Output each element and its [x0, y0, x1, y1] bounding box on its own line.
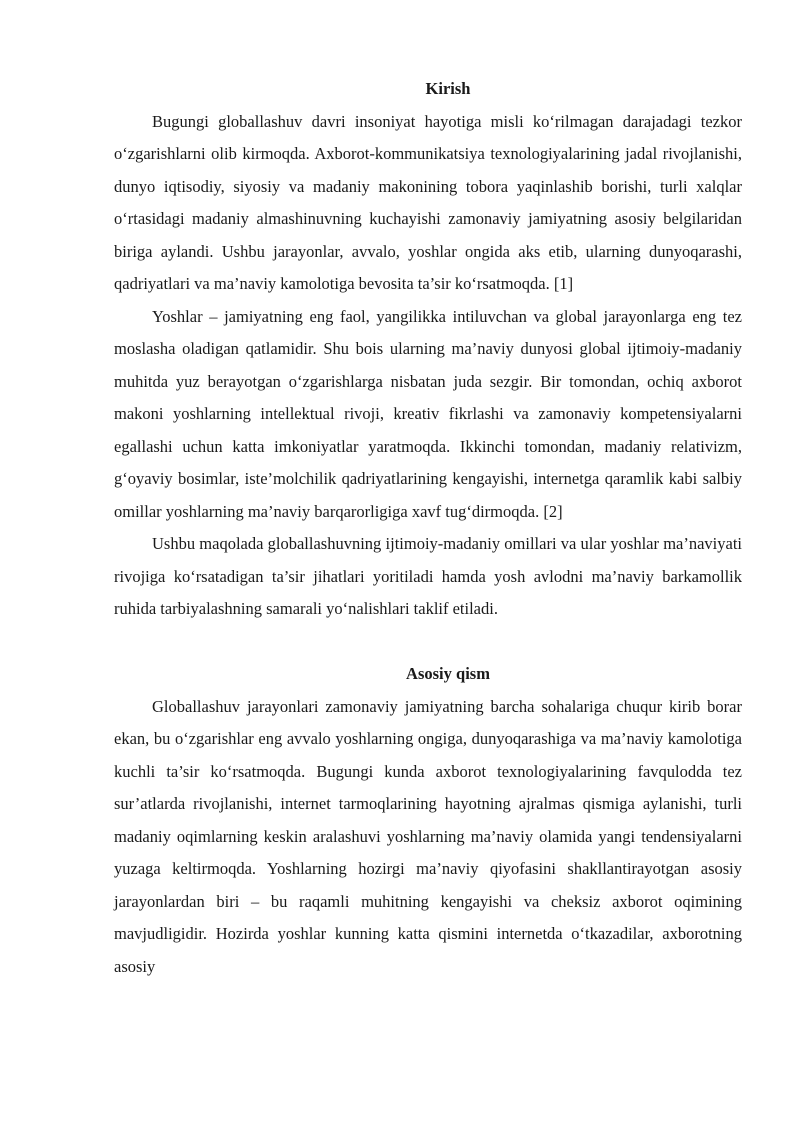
document-page — [114, 73, 742, 983]
paragraph: Bugungi globallashuv davri insoniyat hayotiga misli ko‘rilmagan darajadagi tezkor o‘zgarishlarni olib kirmoqda. Axborot-kommunikatsiya texnologiyalarining jadal rivojlanishi, dunyo iqtisodiy, siyosiy va madaniy makonining tobora yaqinlashib borishi, turli xalqlar o‘rtasidagi madaniy almashinuvning kuchayishi zamonaviy jamiyatning asosiy belgilaridan biriga aylandi. Ushbu jarayonlar, avvalo, yoshlar ongida aks etib, ularning dunyoqarashi, qadriyatlari va ma’naviy kamolotiga bevosita ta’sir ko‘rsatmoqda. [1] — [114, 111, 742, 293]
section-heading-asosiy-qism: Asosiy qism — [406, 664, 490, 683]
paragraph: Globallashuv jarayonlari zamonaviy jamiyatning barcha sohalariga chuqur kirib borar ekan, bu o‘zgarishlar eng avvalo yoshlarning ongiga, dunyoqarashiga va ma’naviy kamolotiga kuchli ta’sir ko‘rsatmoqda. Bugungi kunda axborot texnologiyalarining favqulodda tez sur’atlarda rivojlanishi, internet tarmoqlarining hayotning ajralmas qismiga aylanishi, turli madaniy oqimlarning keskin aralashuvi yoshlarning ma’naviy olamida yangi tendensiyalarni yuzaga keltirmoqda. Yoshlarning hozirgi ma’naviy qiyofasini shakllantirayotgan asosiy jarayonlardan biri – bu raqamli muhitning kengayishi va cheksiz axborot oqimining mavjudligidir. Hozirda yoshlar kunning katta qismini internetda o‘tkazadilar, axborotning asosiy — [114, 696, 742, 976]
section-spacer — [114, 626, 742, 659]
section-heading-kirish: Kirish — [425, 79, 471, 98]
paragraph: Yoshlar – jamiyatning eng faol, yangilikka intiluvchan va global jarayonlarga eng tez moslasha oladigan qatlamidir. Shu bois ularning ma’naviy dunyosi global ijtimoiy-madaniy muhitda yuz berayotgan o‘zgarishlarga nisbatan juda sezgir. Bir tomondan, ochiq axborot makoni yoshlarning intellektual rivoji, kreativ fikrlashi va zamonaviy kompetensiyalarni egallashi uchun katta imkoniyatlar yaratmoqda. Ikkinchi tomondan, madaniy relativizm, g‘oyaviy bosimlar, iste’molchilik qadriyatlarining kengayishi, internetga qaramlik kabi salbiy omillar yoshlarning ma’naviy barqarorligiga xavf tug‘dirmoqda. [2] — [114, 306, 742, 521]
paragraph: Ushbu maqolada globallashuvning ijtimoiy-madaniy omillari va ular yoshlar ma’naviyati rivojiga ko‘rsatadigan ta’sir jihatlari yoritiladi hamda yosh avlodni ma’naviy barkamollik ruhida tarbiyalashning samarali yo‘nalishlari taklif etiladi. — [114, 534, 742, 618]
